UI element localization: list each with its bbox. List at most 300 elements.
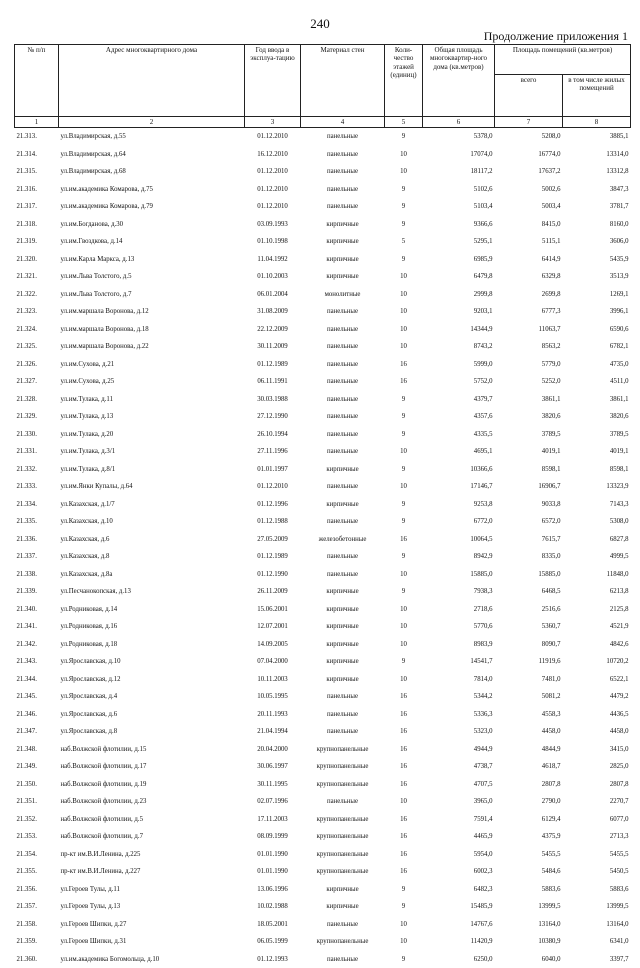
- address-cell: ул.им.академика Богомольца, д.10: [59, 951, 245, 968]
- row-number: 21.334.: [15, 496, 59, 514]
- residential-area-cell: 8160,0: [563, 216, 631, 234]
- total-area-cell: 4465,9: [423, 828, 495, 846]
- address-cell: ул.Героев Шипки, д.27: [59, 916, 245, 934]
- column-number: 5: [385, 117, 423, 128]
- row-number: 21.332.: [15, 461, 59, 479]
- total-area-cell: 14541,7: [423, 653, 495, 671]
- floors-cell: 9: [385, 513, 423, 531]
- residential-area-cell: 5455,5: [563, 846, 631, 864]
- total-area-cell: 6002,3: [423, 863, 495, 881]
- address-cell: ул.им.Тулака, д.11: [59, 391, 245, 409]
- total-area-cell: 4695,1: [423, 443, 495, 461]
- row-number: 21.345.: [15, 688, 59, 706]
- premises-area-cell: 16774,0: [495, 146, 563, 164]
- table-row: [15, 391, 631, 409]
- commission-date-cell: 14.09.2005: [245, 636, 301, 654]
- commission-date-cell: 20.04.2000: [245, 741, 301, 759]
- address-cell: наб.Волжской флотилии, д.15: [59, 741, 245, 759]
- row-number: 21.354.: [15, 846, 59, 864]
- wall-material-cell: кирпичные: [301, 233, 385, 251]
- commission-date-cell: 12.07.2001: [245, 618, 301, 636]
- table-row: [15, 286, 631, 304]
- row-number: 21.340.: [15, 601, 59, 619]
- row-number: 21.327.: [15, 373, 59, 391]
- floors-cell: 10: [385, 636, 423, 654]
- residential-area-cell: 5450,5: [563, 863, 631, 881]
- premises-area-cell: 6129,4: [495, 811, 563, 829]
- address-cell: ул.им.Сухова, д.25: [59, 373, 245, 391]
- table-row: [15, 688, 631, 706]
- row-number: 21.318.: [15, 216, 59, 234]
- wall-material-cell: панельные: [301, 338, 385, 356]
- residential-area-cell: 2825,0: [563, 758, 631, 776]
- total-area-cell: 10064,5: [423, 531, 495, 549]
- commission-date-cell: 06.05.1999: [245, 933, 301, 951]
- row-number: 21.341.: [15, 618, 59, 636]
- row-number: 21.337.: [15, 548, 59, 566]
- floors-cell: 9: [385, 548, 423, 566]
- total-area-cell: 8983,9: [423, 636, 495, 654]
- address-cell: пр-кт им.В.И.Ленина, д.225: [59, 846, 245, 864]
- row-number: 21.324.: [15, 321, 59, 339]
- table-row: [15, 181, 631, 199]
- row-number: 21.355.: [15, 863, 59, 881]
- wall-material-cell: панельные: [301, 356, 385, 374]
- premises-area-cell: 4458,0: [495, 723, 563, 741]
- residential-area-cell: 1269,1: [563, 286, 631, 304]
- premises-area-cell: 3861,1: [495, 391, 563, 409]
- total-area-cell: 14767,6: [423, 916, 495, 934]
- wall-material-cell: кирпичные: [301, 251, 385, 269]
- commission-date-cell: 30.03.1988: [245, 391, 301, 409]
- floors-cell: 16: [385, 688, 423, 706]
- address-cell: наб.Волжской флотилии, д.17: [59, 758, 245, 776]
- table-row: [15, 478, 631, 496]
- address-cell: ул.им.академика Комарова, д.75: [59, 181, 245, 199]
- premises-area-cell: 4558,3: [495, 706, 563, 724]
- residential-area-cell: 2713,3: [563, 828, 631, 846]
- premises-area-cell: 15885,0: [495, 566, 563, 584]
- table-row: [15, 548, 631, 566]
- row-number: 21.347.: [15, 723, 59, 741]
- wall-material-cell: панельные: [301, 478, 385, 496]
- floors-cell: 9: [385, 426, 423, 444]
- wall-material-cell: крупнопанельные: [301, 741, 385, 759]
- page-number: 240: [0, 16, 640, 32]
- total-area-cell: 7814,0: [423, 671, 495, 689]
- premises-area-cell: 2807,8: [495, 776, 563, 794]
- row-number: 21.313.: [15, 128, 59, 146]
- address-cell: наб.Волжской флотилии, д.7: [59, 828, 245, 846]
- wall-material-cell: панельные: [301, 443, 385, 461]
- table-row: [15, 601, 631, 619]
- wall-material-cell: крупнопанельные: [301, 846, 385, 864]
- floors-cell: 10: [385, 478, 423, 496]
- total-area-cell: 5102,6: [423, 181, 495, 199]
- premises-area-cell: 5484,6: [495, 863, 563, 881]
- address-cell: ул.им.Тулака, д.8/1: [59, 461, 245, 479]
- table-row: [15, 198, 631, 216]
- table-row: [15, 916, 631, 934]
- wall-material-cell: кирпичные: [301, 496, 385, 514]
- residential-area-cell: 6213,8: [563, 583, 631, 601]
- row-number: 21.335.: [15, 513, 59, 531]
- wall-material-cell: панельные: [301, 426, 385, 444]
- floors-cell: 16: [385, 723, 423, 741]
- floors-cell: 9: [385, 216, 423, 234]
- premises-area-cell: 11919,6: [495, 653, 563, 671]
- residential-area-cell: 4511,0: [563, 373, 631, 391]
- commission-date-cell: 17.11.2003: [245, 811, 301, 829]
- table-row: [15, 216, 631, 234]
- address-cell: ул.Песчанокопская, д.13: [59, 583, 245, 601]
- floors-cell: 10: [385, 146, 423, 164]
- row-number: 21.329.: [15, 408, 59, 426]
- address-cell: ул.им.Тулака, д.13: [59, 408, 245, 426]
- address-cell: ул.им.Тулака, д.20: [59, 426, 245, 444]
- floors-cell: 10: [385, 338, 423, 356]
- premises-area-cell: 5252,0: [495, 373, 563, 391]
- residential-area-cell: 3513,9: [563, 268, 631, 286]
- total-area-cell: 5323,0: [423, 723, 495, 741]
- residential-area-cell: 6782,1: [563, 338, 631, 356]
- total-area-cell: 5295,1: [423, 233, 495, 251]
- table-row: [15, 636, 631, 654]
- address-cell: наб.Волжской флотилии, д.5: [59, 811, 245, 829]
- table-row: [15, 356, 631, 374]
- table-row: [15, 321, 631, 339]
- residential-area-cell: 13164,0: [563, 916, 631, 934]
- table-row: [15, 443, 631, 461]
- row-number: 21.348.: [15, 741, 59, 759]
- wall-material-cell: крупнопанельные: [301, 776, 385, 794]
- premises-area-cell: 5455,5: [495, 846, 563, 864]
- wall-material-cell: кирпичные: [301, 636, 385, 654]
- wall-material-cell: крупнопанельные: [301, 863, 385, 881]
- address-cell: ул.Ярославская, д.6: [59, 706, 245, 724]
- floors-cell: 9: [385, 251, 423, 269]
- floors-cell: 10: [385, 303, 423, 321]
- address-cell: ул.Владимирская, д.68: [59, 163, 245, 181]
- wall-material-cell: панельные: [301, 951, 385, 968]
- premises-area-cell: 6777,3: [495, 303, 563, 321]
- row-number: 21.316.: [15, 181, 59, 199]
- floors-cell: 10: [385, 671, 423, 689]
- address-cell: пр-кт им.В.И.Ленина, д.227: [59, 863, 245, 881]
- address-cell: ул.им.маршала Воронова, д.12: [59, 303, 245, 321]
- wall-material-cell: кирпичные: [301, 216, 385, 234]
- total-area-cell: 9366,6: [423, 216, 495, 234]
- table-row: [15, 776, 631, 794]
- row-number: 21.339.: [15, 583, 59, 601]
- premises-area-cell: 10380,9: [495, 933, 563, 951]
- total-area-cell: 17074,0: [423, 146, 495, 164]
- floors-cell: 9: [385, 653, 423, 671]
- address-cell: наб.Волжской флотилии, д.23: [59, 793, 245, 811]
- total-area-cell: 5999,0: [423, 356, 495, 374]
- commission-date-cell: 16.12.2010: [245, 146, 301, 164]
- commission-date-cell: 01.12.1990: [245, 566, 301, 584]
- commission-date-cell: 02.07.1996: [245, 793, 301, 811]
- wall-material-cell: панельные: [301, 706, 385, 724]
- premises-area-cell: 5003,4: [495, 198, 563, 216]
- floors-cell: 9: [385, 496, 423, 514]
- table-row: [15, 828, 631, 846]
- wall-material-cell: железобетонные: [301, 531, 385, 549]
- residential-area-cell: 3847,3: [563, 181, 631, 199]
- premises-area-cell: 5115,1: [495, 233, 563, 251]
- residential-area-cell: 5883,6: [563, 881, 631, 899]
- wall-material-cell: кирпичные: [301, 881, 385, 899]
- commission-date-cell: 26.11.2009: [245, 583, 301, 601]
- table-row: [15, 566, 631, 584]
- table-body: [15, 128, 631, 968]
- table-row: [15, 653, 631, 671]
- residential-area-cell: 4999,5: [563, 548, 631, 566]
- row-number: 21.323.: [15, 303, 59, 321]
- header-premises-area: Площадь помещений (кв.метров): [495, 45, 631, 75]
- commission-date-cell: 01.12.2010: [245, 478, 301, 496]
- total-area-cell: 17146,7: [423, 478, 495, 496]
- table-row: [15, 531, 631, 549]
- commission-date-cell: 01.12.2010: [245, 181, 301, 199]
- table-row: [15, 933, 631, 951]
- commission-date-cell: 01.10.2003: [245, 268, 301, 286]
- commission-date-cell: 01.12.1989: [245, 548, 301, 566]
- floors-cell: 9: [385, 583, 423, 601]
- row-number: 21.331.: [15, 443, 59, 461]
- address-cell: ул.им.маршала Воронова, д.18: [59, 321, 245, 339]
- row-number: 21.319.: [15, 233, 59, 251]
- residential-area-cell: 13314,0: [563, 146, 631, 164]
- floors-cell: 16: [385, 863, 423, 881]
- wall-material-cell: кирпичные: [301, 671, 385, 689]
- residential-area-cell: 4458,0: [563, 723, 631, 741]
- table-row: [15, 811, 631, 829]
- residential-area-cell: 13323,9: [563, 478, 631, 496]
- premises-area-cell: 6414,9: [495, 251, 563, 269]
- commission-date-cell: 01.12.1989: [245, 356, 301, 374]
- table-row: [15, 146, 631, 164]
- row-number: 21.314.: [15, 146, 59, 164]
- floors-cell: 10: [385, 286, 423, 304]
- premises-area-cell: 6329,8: [495, 268, 563, 286]
- commission-date-cell: 10.05.1995: [245, 688, 301, 706]
- floors-cell: 10: [385, 321, 423, 339]
- floors-cell: 9: [385, 461, 423, 479]
- wall-material-cell: кирпичные: [301, 601, 385, 619]
- column-number: 4: [301, 117, 385, 128]
- table-row: [15, 951, 631, 968]
- commission-date-cell: 03.09.1993: [245, 216, 301, 234]
- address-cell: ул.им.маршала Воронова, д.22: [59, 338, 245, 356]
- total-area-cell: 5752,0: [423, 373, 495, 391]
- row-number: 21.349.: [15, 758, 59, 776]
- address-cell: ул.Казахская, д.6: [59, 531, 245, 549]
- commission-date-cell: 01.12.2010: [245, 198, 301, 216]
- residential-area-cell: 5308,0: [563, 513, 631, 531]
- residential-area-cell: 13999,5: [563, 898, 631, 916]
- wall-material-cell: крупнопанельные: [301, 758, 385, 776]
- premises-area-cell: 5779,0: [495, 356, 563, 374]
- table-row: [15, 741, 631, 759]
- total-area-cell: 2718,6: [423, 601, 495, 619]
- premises-area-cell: 13999,5: [495, 898, 563, 916]
- total-area-cell: 7938,3: [423, 583, 495, 601]
- row-number: 21.325.: [15, 338, 59, 356]
- address-cell: ул.им.Богданова, д.30: [59, 216, 245, 234]
- residential-area-cell: 3415,0: [563, 741, 631, 759]
- address-cell: ул.Казахская, д.8: [59, 548, 245, 566]
- row-number: 21.315.: [15, 163, 59, 181]
- premises-area-cell: 3789,5: [495, 426, 563, 444]
- total-area-cell: 4944,9: [423, 741, 495, 759]
- wall-material-cell: кирпичные: [301, 583, 385, 601]
- address-cell: ул.Ярославская, д.10: [59, 653, 245, 671]
- row-number: 21.360.: [15, 951, 59, 968]
- floors-cell: 10: [385, 601, 423, 619]
- commission-date-cell: 01.12.1988: [245, 513, 301, 531]
- address-cell: ул.Героев Тулы, д.13: [59, 898, 245, 916]
- premises-area-cell: 4375,9: [495, 828, 563, 846]
- residential-area-cell: 13312,8: [563, 163, 631, 181]
- wall-material-cell: панельные: [301, 566, 385, 584]
- row-number: 21.330.: [15, 426, 59, 444]
- floors-cell: 10: [385, 916, 423, 934]
- table-row: [15, 758, 631, 776]
- residential-area-cell: 2807,8: [563, 776, 631, 794]
- residential-area-cell: 6827,8: [563, 531, 631, 549]
- wall-material-cell: панельные: [301, 198, 385, 216]
- commission-date-cell: 22.12.2009: [245, 321, 301, 339]
- floors-cell: 16: [385, 846, 423, 864]
- floors-cell: 16: [385, 828, 423, 846]
- commission-date-cell: 01.01.1990: [245, 863, 301, 881]
- table-row: [15, 898, 631, 916]
- row-number: 21.357.: [15, 898, 59, 916]
- row-number: 21.352.: [15, 811, 59, 829]
- header-material: Материал стен: [301, 45, 385, 117]
- wall-material-cell: панельные: [301, 303, 385, 321]
- wall-material-cell: панельные: [301, 408, 385, 426]
- header-year: Год ввода в эксплуа-тацию: [245, 45, 301, 117]
- commission-date-cell: 01.12.1996: [245, 496, 301, 514]
- table-row: [15, 338, 631, 356]
- residential-area-cell: 3996,1: [563, 303, 631, 321]
- address-cell: ул.Родниковая, д.18: [59, 636, 245, 654]
- commission-date-cell: 30.11.1995: [245, 776, 301, 794]
- total-area-cell: 3965,0: [423, 793, 495, 811]
- floors-cell: 16: [385, 741, 423, 759]
- residential-area-cell: 6522,1: [563, 671, 631, 689]
- column-number: 1: [15, 117, 59, 128]
- premises-area-cell: 6468,5: [495, 583, 563, 601]
- address-cell: ул.Казахская, д.1/7: [59, 496, 245, 514]
- residential-area-cell: 8598,1: [563, 461, 631, 479]
- floors-cell: 9: [385, 951, 423, 968]
- continuation-caption: Продолжение приложения 1: [484, 29, 628, 44]
- table-row: [15, 881, 631, 899]
- residential-area-cell: 3789,5: [563, 426, 631, 444]
- address-cell: ул.Казахская, д.10: [59, 513, 245, 531]
- column-number: 3: [245, 117, 301, 128]
- address-cell: ул.им.Янки Купалы, д.64: [59, 478, 245, 496]
- residential-area-cell: 3397,7: [563, 951, 631, 968]
- residential-area-cell: 2125,8: [563, 601, 631, 619]
- header-floors: Коли-чество этажей (единиц): [385, 45, 423, 117]
- commission-date-cell: 10.11.2003: [245, 671, 301, 689]
- column-number-row: [15, 117, 631, 128]
- commission-date-cell: 27.11.1996: [245, 443, 301, 461]
- total-area-cell: 2999,8: [423, 286, 495, 304]
- residential-area-cell: 6341,0: [563, 933, 631, 951]
- commission-date-cell: 13.06.1996: [245, 881, 301, 899]
- commission-date-cell: 27.05.2009: [245, 531, 301, 549]
- wall-material-cell: панельные: [301, 548, 385, 566]
- floors-cell: 16: [385, 706, 423, 724]
- floors-cell: 9: [385, 408, 423, 426]
- floors-cell: 9: [385, 391, 423, 409]
- table-row: [15, 846, 631, 864]
- premises-area-cell: 4618,7: [495, 758, 563, 776]
- commission-date-cell: 31.08.2009: [245, 303, 301, 321]
- total-area-cell: 4738,7: [423, 758, 495, 776]
- header-no: № п/п: [15, 45, 59, 117]
- premises-area-cell: 6040,0: [495, 951, 563, 968]
- table-row: [15, 461, 631, 479]
- premises-area-cell: 2516,6: [495, 601, 563, 619]
- floors-cell: 16: [385, 776, 423, 794]
- table-row: [15, 863, 631, 881]
- header-all: всего: [495, 75, 563, 117]
- row-number: 21.326.: [15, 356, 59, 374]
- address-cell: ул.Владимирская, д.55: [59, 128, 245, 146]
- total-area-cell: 15885,0: [423, 566, 495, 584]
- address-cell: ул.Ярославская, д.8: [59, 723, 245, 741]
- residential-area-cell: 5435,9: [563, 251, 631, 269]
- column-number: 2: [59, 117, 245, 128]
- floors-cell: 9: [385, 881, 423, 899]
- total-area-cell: 6482,3: [423, 881, 495, 899]
- premises-area-cell: 5002,6: [495, 181, 563, 199]
- address-cell: ул.Казахская, д.8а: [59, 566, 245, 584]
- residential-area-cell: 3820,6: [563, 408, 631, 426]
- address-cell: ул.им.академика Комарова, д.79: [59, 198, 245, 216]
- wall-material-cell: панельные: [301, 723, 385, 741]
- premises-area-cell: 7615,7: [495, 531, 563, 549]
- residential-area-cell: 2270,7: [563, 793, 631, 811]
- total-area-cell: 5378,0: [423, 128, 495, 146]
- total-area-cell: 8743,2: [423, 338, 495, 356]
- residential-area-cell: 10720,2: [563, 653, 631, 671]
- column-number: 8: [563, 117, 631, 128]
- row-number: 21.321.: [15, 268, 59, 286]
- floors-cell: 10: [385, 268, 423, 286]
- commission-date-cell: 01.12.2010: [245, 163, 301, 181]
- table-row: [15, 303, 631, 321]
- row-number: 21.346.: [15, 706, 59, 724]
- row-number: 21.317.: [15, 198, 59, 216]
- residential-area-cell: 4521,9: [563, 618, 631, 636]
- wall-material-cell: панельные: [301, 916, 385, 934]
- premises-area-cell: 5081,2: [495, 688, 563, 706]
- residential-area-cell: 7143,3: [563, 496, 631, 514]
- residential-area-cell: 3861,1: [563, 391, 631, 409]
- address-cell: ул.им.Карла Маркса, д.13: [59, 251, 245, 269]
- table-row: [15, 618, 631, 636]
- floors-cell: 9: [385, 181, 423, 199]
- wall-material-cell: панельные: [301, 513, 385, 531]
